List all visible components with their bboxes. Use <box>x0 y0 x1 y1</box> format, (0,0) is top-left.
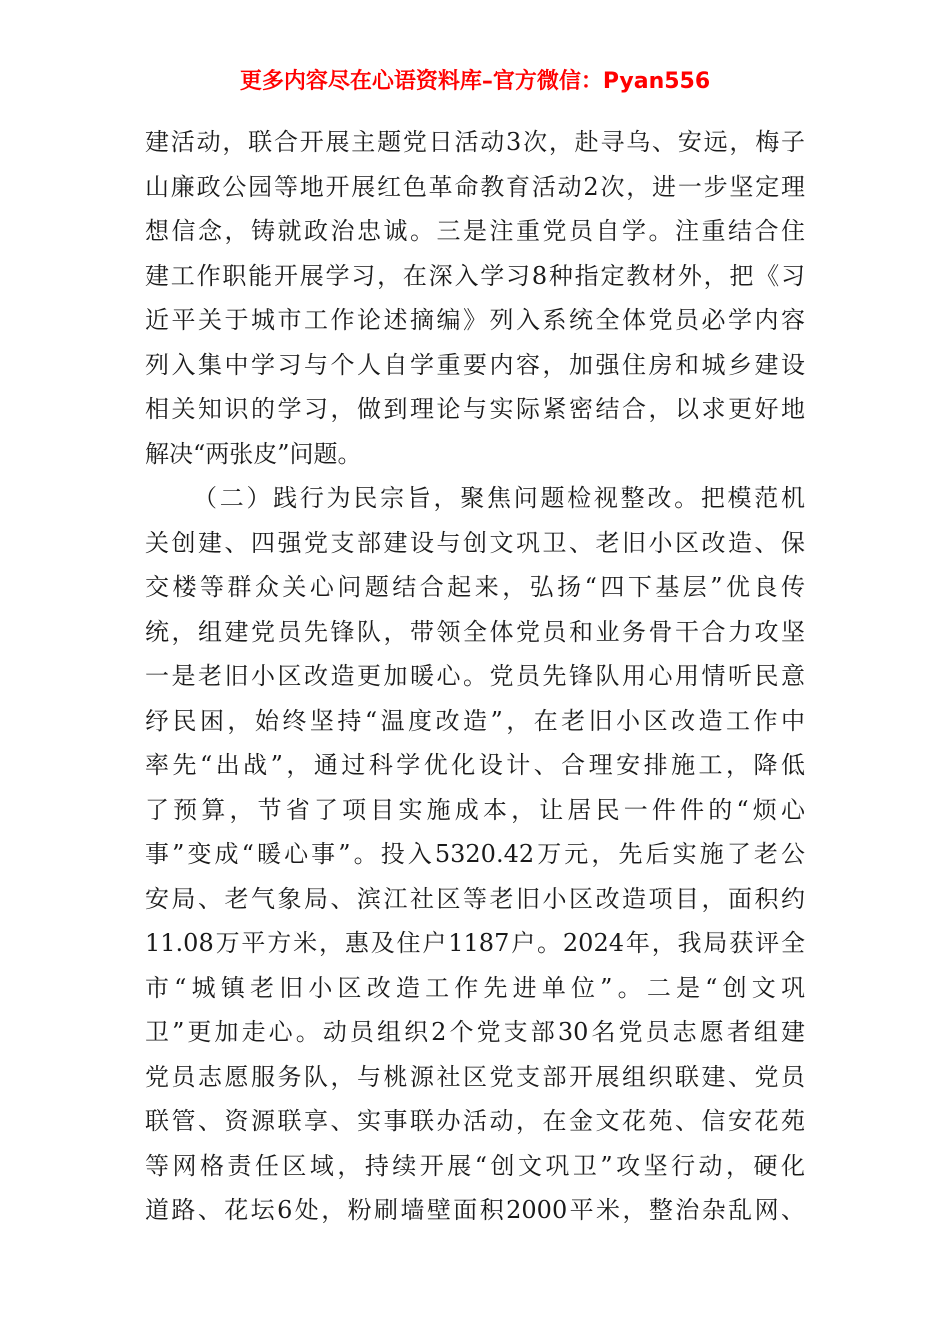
promo-banner: 更多内容尽在心语资料库–官方微信：Pyan556 <box>239 69 711 94</box>
text-line: 联管、资源联享、实事联办活动，在金文花苑、信安花苑 <box>145 1107 805 1135</box>
text-line: 卫”更加走心。动员组织2个党支部30名党员志愿者组建 <box>145 1018 805 1046</box>
text-line: 解决“两张皮”问题。 <box>145 439 362 468</box>
text-line: 建工作职能开展学习，在深入学习8种指定教材外，把《习 <box>145 261 805 290</box>
text-line: 党员志愿服务队，与桃源社区党支部开展组织联建、党员 <box>145 1062 805 1091</box>
text-line: 列入集中学习与个人自学重要内容，加强住房和城乡建设 <box>145 350 805 379</box>
text-line: 率先“出战”，通过科学优化设计、合理安排施工，降低 <box>145 751 805 779</box>
text-line: 建活动，联合开展主题党日活动3次，赴寻乌、安远，梅子 <box>145 128 805 156</box>
text-line: 关创建、四强党支部建设与创文巩卫、老旧小区改造、保 <box>145 528 805 557</box>
text-line: 交楼等群众关心问题结合起来，弘扬“四下基层”优良传 <box>145 573 805 601</box>
text-line: 11.08万平方米，惠及住户1187户。2024年，我局获评全 <box>145 929 805 957</box>
text-line: 等网格责任区域，持续开展“创文巩卫”攻坚行动，硬化 <box>145 1151 805 1180</box>
body-text <box>145 120 805 1233</box>
text-line: 相关知识的学习，做到理论与实际紧密结合，以求更好地 <box>145 395 805 423</box>
text-line: 想信念，铸就政治忠诚。三是注重党员自学。注重结合住 <box>145 217 805 245</box>
text-line: 统，组建党员先锋队，带领全体党员和业务骨干合力攻坚 <box>145 617 805 646</box>
text-line: 纾民困，始终坚持“温度改造”，在老旧小区改造工作中 <box>145 706 805 735</box>
text-line: 道路、花坛6处，粉刷墙壁面积2000平米，整治杂乱网、 <box>145 1196 805 1224</box>
text-line: 市“城镇老旧小区改造工作先进单位”。二是“创文巩 <box>145 973 805 1002</box>
text-line: 事”变成“暖心事”。投入5320.42万元，先后实施了老公 <box>145 840 805 868</box>
text-line: 了预算，节省了项目实施成本，让居民一件件的“烦心 <box>145 795 805 824</box>
text-line: 一是老旧小区改造更加暖心。党员先锋队用心用情听民意 <box>145 662 805 690</box>
section-heading-line: （二）践行为民宗旨，聚焦问题检视整改。把模范机 <box>193 484 805 512</box>
text-line: 近平关于城市工作论述摘编》列入系统全体党员必学内容 <box>145 306 805 334</box>
text-line: 山廉政公园等地开展红色革命教育活动2次，进一步坚定理 <box>145 172 805 201</box>
text-line: 安局、老气象局、滨江社区等老旧小区改造项目，面积约 <box>145 884 805 913</box>
